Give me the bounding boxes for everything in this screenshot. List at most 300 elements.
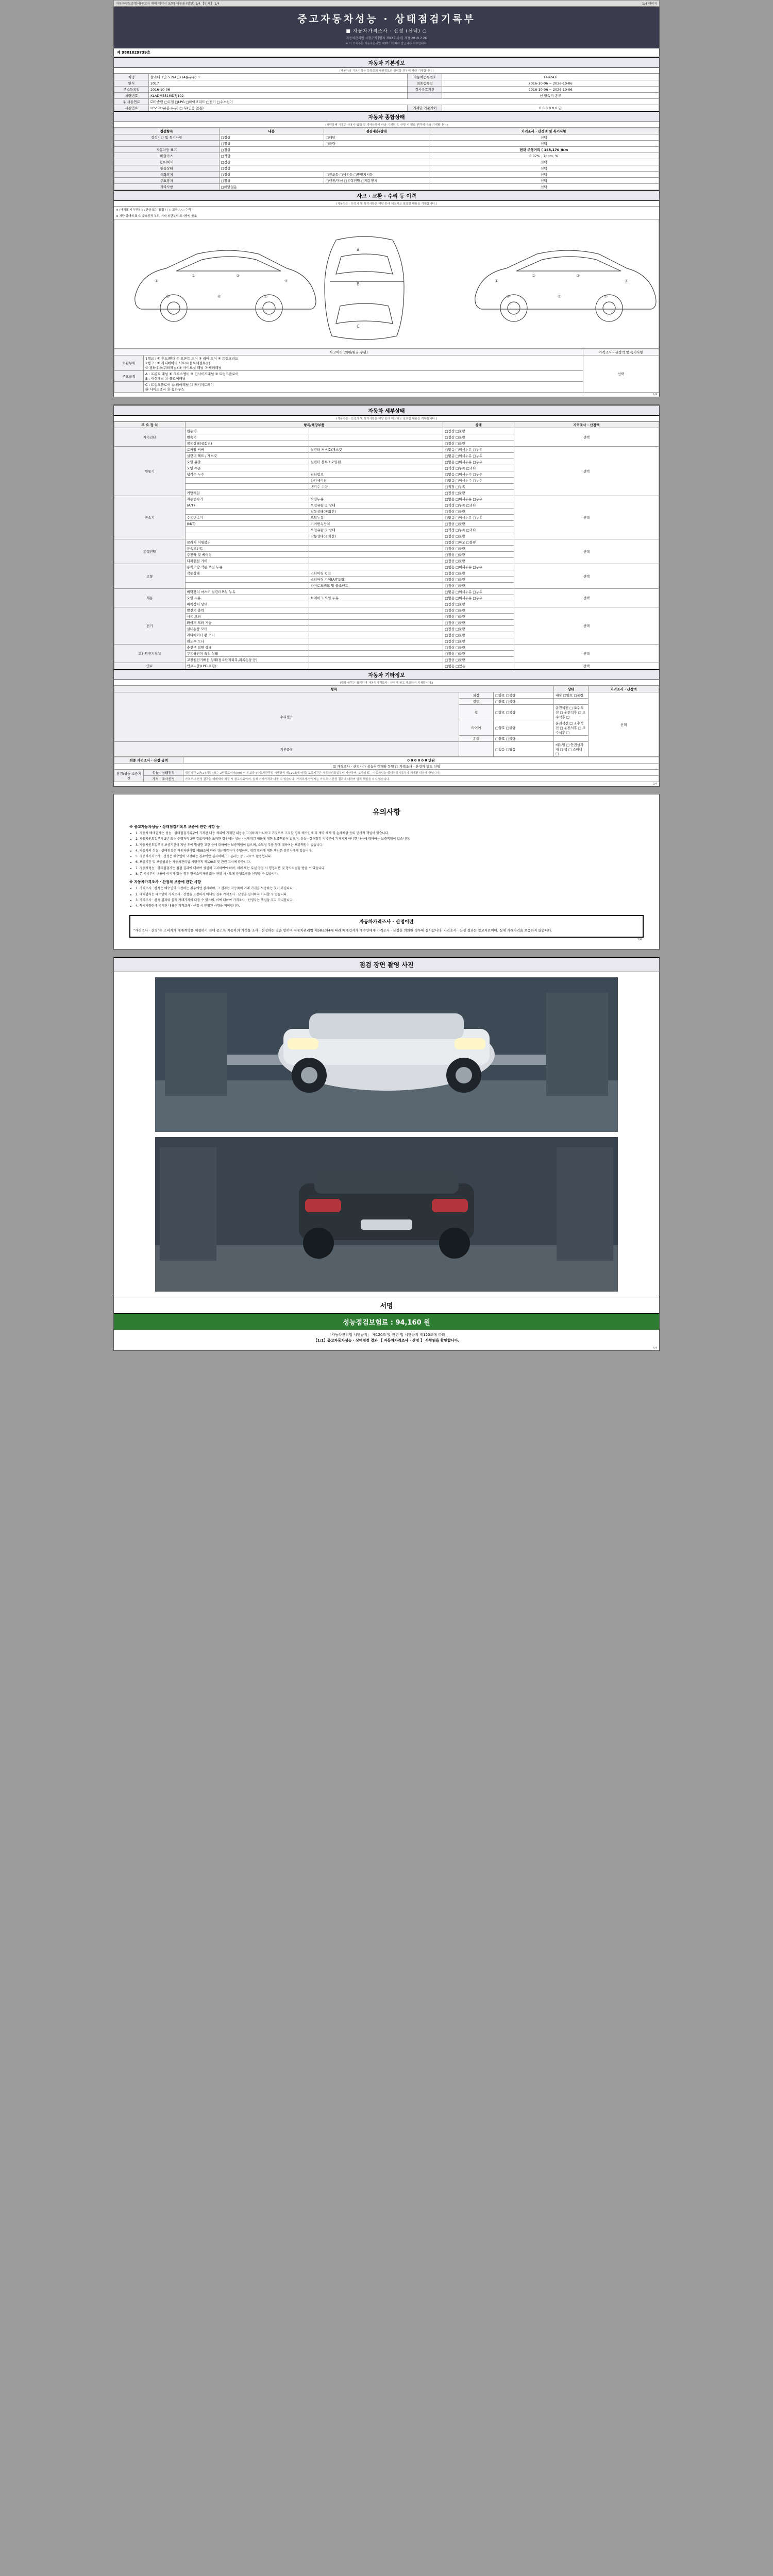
- others-right[interactable]: 내장 □양호 □불량: [554, 692, 589, 699]
- page-3: [113, 794, 660, 950]
- detail-item: 커먼레일: [185, 490, 309, 496]
- col-header-0: 항목: [114, 686, 554, 692]
- detail-item: [185, 577, 309, 583]
- basic-label: 주 사용연료: [114, 99, 149, 105]
- detail-item: 추진축 및 베어링: [185, 552, 309, 558]
- table-row: [114, 663, 659, 669]
- basic-label2: 자동차등록번호: [408, 74, 442, 80]
- document-header: [114, 7, 659, 48]
- legend-line: ③ 휠하우스(쿼터패널) ⑥ 사이드실 패널 ⑦ 필러패널: [145, 366, 222, 370]
- table-row: [114, 770, 659, 776]
- notice-item-secondary: • 1. 가격조사 · 산정은 매수인이 요청하는 경우에만 실시하며, 그 결과는 자동차의 거래 가격을 보증하는 것이 아닙니다.: [136, 886, 644, 891]
- detail-group-name: 연료: [114, 663, 186, 669]
- warranty-body-1: 점검기간 2년(24개월) 또는 2만킬로미터(km) 이내 보증 (자동차관리법 시행규칙 제120조에 따름) 보증기간은 자동차인도일부터 기산하며, 보증범위는 자동차성능·상태점검기록부에 기재된 내용에 한합니다.: [183, 770, 659, 776]
- detail-item: 윈도우 모터: [185, 638, 309, 645]
- overall-row-name: 등화장치: [114, 172, 220, 178]
- legend-items: [144, 371, 583, 382]
- detail-subitem: 오일누유: [309, 496, 443, 502]
- notice-item: • 7. 자동차성능 · 상태점검자는 점검 결과에 대하여 성실히 고지하여야 하며, 허위 또는 부실 점검 시 행정처분 및 형사처벌을 받을 수 있습니다.: [136, 866, 644, 871]
- overall-row-opt-a[interactable]: □정상: [219, 141, 324, 147]
- detail-item: [185, 527, 309, 533]
- detail-options[interactable]: □정상 □불량: [443, 546, 514, 552]
- detail-subitem: 작동상태(공회전): [309, 509, 443, 515]
- detail-item: [185, 509, 309, 515]
- svg-text:B: B: [357, 282, 360, 286]
- col-header-3: 가격조사 · 산정액 및 특기사항: [429, 128, 659, 134]
- svg-text:④: ④: [284, 279, 289, 283]
- basic-value: KLADM551MD7J102: [149, 93, 408, 99]
- detail-options[interactable]: □정상 □불량: [443, 614, 514, 620]
- inspection-fee-banner: 성능점검보험료 : 94,160 원: [114, 1314, 659, 1330]
- detail-item: 원동기: [185, 428, 309, 434]
- detail-subitem: [309, 632, 443, 638]
- detail-options[interactable]: □적정 □부족 □과다: [443, 502, 514, 509]
- detail-subitem: [309, 657, 443, 663]
- detail-item: 오일 누유: [185, 595, 309, 601]
- table-row: [114, 87, 659, 93]
- detail-subitem: 냉각수 수량: [309, 484, 443, 490]
- detail-item: 로커암 커버: [185, 447, 309, 453]
- svg-text:⑤: ⑤: [166, 294, 170, 299]
- declaration-body: "가격조사 · 산정"은 소비자가 매매계약을 체결하기 전에 중고차 자동차의 가격을 조사 · 산정하는 것을 말하며 자동차관리법 제58조의4에 따라 매매업자가 매수인에게 가격조사 · 산정을 의뢰한 경우에 실시합니다. 가격조사 · 산정 결과는 참고자료이며, 실제 거래가격을 보증하지 않습니다.: [133, 928, 552, 933]
- detail-subitem: 스티어링 기어(A/T포함): [309, 577, 443, 583]
- detail-subitem: 오일유량 및 상태: [309, 502, 443, 509]
- detail-subitem: 실린더 커버호/개스킷: [309, 447, 443, 453]
- others-item: 유리: [459, 736, 494, 742]
- detail-options[interactable]: □정상 □불량: [443, 626, 514, 632]
- basic-value: LPV ☑ 유(본 유무) □ 무(인증 없음): [149, 105, 408, 111]
- detail-options[interactable]: □정상 □불량: [443, 552, 514, 558]
- table-row: [114, 645, 659, 651]
- table-row: [114, 355, 659, 371]
- overall-row-name: 기타사항: [114, 184, 220, 190]
- others-item: 외장: [459, 692, 494, 699]
- detail-options[interactable]: □정상 □불량: [443, 645, 514, 651]
- legend-line: C : 트렁크플로어 ⑫ 리어패널 ⑬ 패키지트레이: [145, 383, 214, 387]
- warranty-body-2: 가격조사·산정 결과는 매매계약 체결 시 참고자료이며, 실제 거래가격과 다를 수 있습니다. 가격조사·산정자는 가격조사·산정 결과에 대하여 법적 책임을 지지 않습니다.: [183, 776, 659, 782]
- table-row: [114, 99, 659, 105]
- detail-options[interactable]: □없음 □미세누유 □누유: [443, 496, 514, 502]
- overall-row-detail[interactable]: □전조등 □제동등 □방향지시등: [324, 172, 429, 178]
- svg-text:⑥: ⑥: [217, 294, 222, 299]
- detail-options[interactable]: □적정 □부족: [443, 484, 514, 490]
- page-title: 중고자동차성능 · 상태점검기록부: [297, 13, 476, 25]
- others-options[interactable]: □양호 □불량: [494, 736, 554, 742]
- detail-options[interactable]: □정상 □불량: [443, 521, 514, 527]
- header-subtitle: ■ 자동차가격조사 · 산정 (선택) ○: [346, 29, 427, 34]
- overall-row-opts[interactable]: □적합: [219, 153, 429, 159]
- detail-options[interactable]: □없음 □미세누수 □누수: [443, 471, 514, 478]
- page-2-footer: 2/4: [652, 783, 657, 786]
- section-overall-subtitle: (차량상태 기록은 사용자 입력 및 계약사항에 따라 기재되며, 산정 시 별도 선택에 따라 기재됩니다.): [114, 122, 659, 128]
- table-row: [114, 80, 659, 87]
- detail-group-note: 선택: [514, 589, 659, 607]
- detail-options[interactable]: □정상 □불량: [443, 440, 514, 447]
- header-legal-line: 자동차관리법 시행규칙 [별지 제82호서식] 개정 2019.2.26: [346, 37, 427, 40]
- detail-item: 발전기 출력: [185, 607, 309, 614]
- overall-row-opts[interactable]: □해당없음: [219, 184, 429, 190]
- page-2: [113, 404, 660, 787]
- detail-item: 라디에이터 팬 모터: [185, 632, 309, 638]
- others-right[interactable]: [554, 736, 589, 742]
- overall-row-note: 선택: [429, 172, 659, 178]
- detail-group-name: 제동: [114, 589, 186, 607]
- detail-subitem: 워터펌프: [309, 471, 443, 478]
- top-status-left: 자동차양도증명서(중고차 매매 계약서 포함) 제공용 (앞면) 1/4 【인쇄】 1/4: [116, 2, 220, 6]
- table-header-row: [114, 128, 659, 134]
- detail-options[interactable]: □정상 □불량: [443, 434, 514, 440]
- detail-options[interactable]: □정상 □불량: [443, 601, 514, 607]
- page-4: [113, 957, 660, 1351]
- detail-options[interactable]: □없음 □미세누유 □누유: [443, 515, 514, 521]
- table-row: [114, 147, 659, 153]
- detail-group-name: 동력전달: [114, 539, 186, 564]
- detail-subitem: [309, 428, 443, 434]
- detail-subitem: [309, 601, 443, 607]
- basic-value: ☑가솔린 □디젤 □LPG □하이브리드 □전기 □수소전기: [149, 99, 659, 105]
- detail-item: 오일 유출: [185, 459, 309, 465]
- table-row: [114, 589, 659, 595]
- col-header-1: 상태: [554, 686, 589, 692]
- others-options[interactable]: □없음 □있음: [494, 742, 554, 757]
- notice-title: 유의사항: [372, 808, 401, 817]
- overall-row-note: 선택: [429, 165, 659, 172]
- others-item: [459, 742, 494, 757]
- notice-item-secondary: • 4. 특기사항란에 기재된 내용은 가격조사 · 산정 시 반영된 사항을 의미합니다.: [136, 904, 644, 908]
- detail-subitem: 타이로드엔드 및 볼조인트: [309, 583, 443, 589]
- overall-row-detail: 0.07% , 7ppm, %: [429, 153, 659, 159]
- detail-item: 실린더 헤드 / 개스킷: [185, 453, 309, 459]
- detail-subitem: 스티어링 펌프: [309, 570, 443, 577]
- detail-subitem: 브레이크 오일 누유: [309, 595, 443, 601]
- svg-text:C: C: [357, 324, 360, 329]
- detail-subitem: 오일유량 및 상태: [309, 527, 443, 533]
- basic-value2: 2016-10-06 ~ 2026-10-06: [442, 80, 659, 87]
- detail-item: 자동변속기: [185, 496, 309, 502]
- detail-item: [185, 478, 309, 484]
- svg-text:①: ①: [495, 279, 499, 283]
- detail-options[interactable]: □정상 □불량: [443, 570, 514, 577]
- table-row: [114, 349, 659, 355]
- col-header-3: 가격조사 · 산정액: [514, 422, 659, 428]
- others-note: 선택: [589, 692, 659, 757]
- detail-options[interactable]: □적정 □부족 □과다: [443, 465, 514, 471]
- overall-row-opts[interactable]: □정상: [219, 159, 429, 165]
- legend-label: 주요골격: [114, 371, 144, 382]
- overall-row-opt-a[interactable]: □정상: [219, 178, 324, 184]
- detail-subitem: [309, 651, 443, 657]
- col-header-1: 항목/해당부품: [185, 422, 443, 428]
- detail-item: 구동축전지 격리 상태: [185, 651, 309, 657]
- detail-options[interactable]: □없음 □미세누유 □누유: [443, 564, 514, 570]
- basic-value2: 0 0 0 0 0 0 단: [442, 105, 659, 111]
- svg-text:③: ③: [236, 274, 240, 278]
- legend-items: [144, 355, 583, 371]
- overall-row-note: 선택: [429, 184, 659, 190]
- detail-subitem: [309, 620, 443, 626]
- photo-footer-line-2: 【1/1】중고자동차성능 · 상태점검 결과 【 자동차가격조사 · 산정 】 사항임을 확인합니다.: [313, 1338, 460, 1343]
- detail-subitem: [309, 558, 443, 564]
- svg-text:②: ②: [192, 274, 196, 278]
- detail-options[interactable]: □정상 □불량: [443, 490, 514, 496]
- detail-state-table: [114, 421, 659, 669]
- detail-subitem: 오일누유: [309, 515, 443, 521]
- col-header-2: 점검내용/상태: [324, 128, 429, 134]
- section-basic-title: 자동차 기본정보: [114, 57, 659, 68]
- top-status-bar: [113, 0, 660, 7]
- warranty-sub-label-1: 성능 · 상태점검: [144, 770, 183, 776]
- others-right[interactable]: [554, 699, 589, 705]
- col-header-1: 내용: [219, 128, 324, 134]
- notice-item: • 1. 자동차 매매업자는 성능 · 상태점검기록부에 기재된 내용 제외에 기재한 내용을 고지하지 아니하고 거짓으로 고지할 경우 매수인에 의 계약 해제 및 손해배상 등의 민사적 책임이 있습니다.: [136, 831, 644, 836]
- svg-text:①: ①: [155, 279, 159, 283]
- table-row: [114, 184, 659, 190]
- detail-group-name: 변속기: [114, 496, 186, 539]
- overall-row-name: 배출가스: [114, 153, 220, 159]
- overall-row-note: 선택: [429, 178, 659, 184]
- overall-row-name: 검정기간 및 특기사항: [114, 134, 220, 141]
- detail-subitem: [309, 434, 443, 440]
- svg-text:⑦: ⑦: [604, 294, 608, 299]
- others-options[interactable]: □양호 □불량: [494, 720, 554, 736]
- section-basic-subtitle: (자동차의 기본기록은 등록증의 제원정보와 상이할 경우에 따라 기재합니다.): [114, 68, 659, 74]
- detail-item: 디퍼렌셜 기어: [185, 558, 309, 564]
- col-header-0: 점검항목: [114, 128, 220, 134]
- page-1-footer: 1/4: [652, 393, 657, 396]
- detail-subitem: [309, 638, 443, 645]
- section-others-title: 자동차 기타정보: [114, 669, 659, 680]
- photo-graphic-front: [155, 977, 618, 1132]
- basic-label2: [408, 93, 442, 99]
- detail-group-note: 선택: [514, 428, 659, 447]
- detail-item: 배력장치 상태: [185, 601, 309, 607]
- table-header-row: [114, 422, 659, 428]
- table-row: [114, 382, 659, 393]
- section-accident-subtitle: (자동차는 · 산정자 및 특기사항은 해당 칸에 체크하고 필요한 내용을 기재합니다.): [114, 201, 659, 207]
- overall-row-opts[interactable]: □정상: [219, 165, 429, 172]
- detail-table-body: [114, 428, 659, 669]
- others-options[interactable]: □양호 □불량: [494, 705, 554, 720]
- detail-item: 오일 수준: [185, 465, 309, 471]
- table-row: [114, 178, 659, 184]
- table-row: [114, 371, 659, 382]
- detail-item: [185, 484, 309, 490]
- detail-options[interactable]: □없음 □미세누수 □누수: [443, 478, 514, 484]
- col-header-0: 주 요 장 치: [114, 422, 186, 428]
- detail-subitem: [309, 539, 443, 546]
- detail-item: 충전구 절연 상태: [185, 645, 309, 651]
- detail-options[interactable]: □없음 □미세누유 □누유: [443, 595, 514, 601]
- detail-options[interactable]: □정상 □불량: [443, 651, 514, 657]
- overall-row-opt-a[interactable]: □정상: [219, 172, 324, 178]
- table-row: [114, 496, 659, 502]
- svg-text:⑤: ⑤: [506, 294, 510, 299]
- overall-row-name: 휠/타이어: [114, 159, 220, 165]
- final-price-table: [114, 757, 659, 782]
- notice-list-secondary: [129, 886, 644, 908]
- overall-row-name: 자동차등 표기: [114, 147, 220, 153]
- overall-row-note: 선택: [429, 134, 659, 141]
- legend-line: A : 프론트 패널 ⑧ 크로스멤버 ⑨ 인사이드패널 ⑩ 트렁크플로어: [145, 372, 239, 376]
- table-row: [114, 757, 659, 764]
- price-checkbox-row[interactable]: ☑ 가격조사 · 산정자가 성능점검자와 동일 □ 가격조사 · 산정자 별도 선임: [114, 764, 659, 770]
- svg-text:④: ④: [625, 279, 629, 283]
- table-row: [114, 153, 659, 159]
- final-price-amount: 0 0 0 0 0 0 만원: [183, 757, 659, 764]
- section-overall-title: 자동차 종합상태: [114, 111, 659, 122]
- table-row: [114, 105, 659, 111]
- col-header-2: 상태: [443, 422, 514, 428]
- others-item: 타이어: [459, 720, 494, 736]
- table-row: [114, 692, 659, 699]
- others-options[interactable]: □양호 □불량: [494, 692, 554, 699]
- page-4-footer: 4/4: [652, 1346, 657, 1350]
- document-number: 제 9801029739호: [114, 48, 659, 57]
- basic-value: 쏠라티 1인 5.2(4인) (4륜구동) ☞: [149, 74, 408, 80]
- svg-text:A: A: [357, 248, 360, 252]
- overall-row-opts[interactable]: [219, 147, 429, 153]
- page-3-footer: 3/4: [637, 938, 642, 941]
- legend-label: [114, 382, 144, 393]
- detail-options[interactable]: □정상 □불량: [443, 577, 514, 583]
- detail-options[interactable]: □없음 □미세누유 □누유: [443, 459, 514, 465]
- detail-item: 클러치 어셈블리: [185, 539, 309, 546]
- overall-row-opt-b[interactable]: □해당: [324, 134, 429, 141]
- svg-text:⑥: ⑥: [558, 294, 562, 299]
- overall-row-name: 핸들상태: [114, 165, 220, 172]
- detail-item: 작동상태: [185, 570, 309, 577]
- photo-graphic-rear: [155, 1137, 618, 1292]
- detail-options[interactable]: □정상 □불량: [443, 428, 514, 434]
- overall-row-opt-a[interactable]: □정상: [219, 134, 324, 141]
- detail-options[interactable]: □없음 □미세누유 □누유: [443, 589, 514, 595]
- section-detail-subtitle: (자동차는 · 산정자 및 특기사항은 해당 칸에 체크하고 필요한 내용을 기재합니다.): [114, 416, 659, 421]
- overall-row-detail: 현재 주행거리 ( 145,170 )Km: [429, 147, 659, 153]
- table-row: [114, 607, 659, 614]
- detail-subitem: [309, 552, 443, 558]
- detail-group-note: 선택: [514, 539, 659, 564]
- others-item: 휠: [459, 705, 494, 720]
- legend-label: 외판부위: [114, 355, 144, 371]
- detail-item: (A/T): [185, 502, 309, 509]
- detail-group-note: 선택: [514, 564, 659, 589]
- top-status-right: 1/4 페이지: [642, 2, 657, 6]
- table-header-row: [114, 686, 659, 692]
- basic-value: 2017: [149, 80, 408, 87]
- detail-options[interactable]: □없음 □미세누유 □누유: [443, 447, 514, 453]
- table-row: [114, 742, 659, 757]
- detail-subitem: [309, 626, 443, 632]
- others-table-body: [114, 692, 659, 757]
- detail-options[interactable]: □정상 □불량: [443, 583, 514, 589]
- detail-options[interactable]: □정상 □불량: [443, 558, 514, 564]
- basic-value: 2016-10-06: [149, 87, 408, 93]
- detail-item: 작동상태(공회전): [185, 440, 309, 447]
- detail-options[interactable]: □정상 □불량: [443, 509, 514, 515]
- detail-options[interactable]: □정상 □불량: [443, 657, 514, 663]
- final-price-title: 최종 가격조사 · 산정 금액: [114, 757, 183, 764]
- detail-group-name: 조향: [114, 564, 186, 589]
- notice-item: • 5. 자동차가격조사 · 산정은 매수인이 요청하는 경우에만 실시하며, 그 결과는 참고자료로 활용됩니다.: [136, 854, 644, 859]
- detail-options[interactable]: □정상 □불량: [443, 620, 514, 626]
- vehicle-damage-diagram[interactable]: [114, 219, 659, 349]
- detail-subitem: [309, 607, 443, 614]
- overall-row-opt-b[interactable]: □불량: [324, 141, 429, 147]
- detail-options[interactable]: □정상 □마모 □불량: [443, 539, 514, 546]
- others-options[interactable]: □양호 □불량: [494, 699, 554, 705]
- basic-label2: 검사유효기간: [408, 87, 442, 93]
- detail-subitem: [309, 614, 443, 620]
- table-row: [114, 539, 659, 546]
- table-row: [114, 428, 659, 434]
- detail-options[interactable]: □정상 □불량: [443, 533, 514, 539]
- table-row: [114, 447, 659, 453]
- detail-item: 시동 모터: [185, 614, 309, 620]
- detail-options[interactable]: □정상 □불량: [443, 638, 514, 645]
- detail-item: 수동변속기: [185, 515, 309, 521]
- others-right[interactable]: 운전석전 □ 조수석전 □ 운전석후 □ 조수석후 □: [554, 705, 589, 720]
- detail-subitem: 라디에이터: [309, 478, 443, 484]
- detail-group-note: 선택: [514, 607, 659, 645]
- notice-list: [129, 831, 644, 876]
- others-right[interactable]: 운전석전 □ 조수석전 □ 운전석후 □ 조수석후 □: [554, 720, 589, 736]
- basic-label2: 기재단 기준기어: [408, 105, 442, 111]
- detail-group-note: 선택: [514, 447, 659, 496]
- overall-row-name: 주요장치: [114, 178, 220, 184]
- accident-legend-table: [114, 349, 659, 393]
- table-row: [114, 134, 659, 141]
- overall-row-detail[interactable]: □엔진/미션 □동력전달 □제동장치: [324, 178, 429, 184]
- detail-options[interactable]: □정상 □불량: [443, 632, 514, 638]
- detail-options[interactable]: □없음 □미세누유 □누유: [443, 453, 514, 459]
- detail-subitem: 작동상태(공회전): [309, 533, 443, 539]
- header-note-line: ※ 이 기록부는 자동차관리법 제58조에 따라 발급되는 서류입니다.: [345, 42, 428, 45]
- warranty-label: 점검/성능 보증기간: [114, 770, 144, 782]
- section-others-subtitle: (해당 항목은 표기하며 자동차가격조사 · 산정액 참고 체크하여 기재합니다.): [114, 680, 659, 686]
- table-row: [114, 159, 659, 165]
- others-table: [114, 686, 659, 757]
- declaration-box: [129, 915, 644, 938]
- declaration-title: 자동차가격조사 · 산정이란: [359, 919, 414, 925]
- others-right[interactable]: 매뉴얼 □ 안전삼각대 □ 잭 □ 스패너 □: [554, 742, 589, 757]
- notice-sub-1: ※ 중고자동차성능 · 상태점검기록부 보증에 관한 사항 등: [129, 825, 220, 829]
- detail-group-name: 자기진단: [114, 428, 186, 447]
- overall-opt[interactable]: □정상: [221, 148, 231, 152]
- svg-text:⑦: ⑦: [264, 294, 268, 299]
- detail-options[interactable]: □적정 □부족 □과다: [443, 527, 514, 533]
- detail-options[interactable]: □정상 □불량: [443, 607, 514, 614]
- detail-subitem: [309, 663, 443, 669]
- basic-label: 차량번호: [114, 93, 149, 99]
- table-row: [114, 776, 659, 782]
- detail-subitem: [309, 589, 443, 595]
- legend-line: 1랭크 : ① 후드/휀더 ② 프론트 도어 ③ 리어 도어 ④ 트렁크리드: [145, 357, 239, 361]
- others-group-label: 기본품목: [114, 742, 459, 757]
- detail-subitem: 실린더 블록 / 오일팬: [309, 459, 443, 465]
- legend-line: ⑭ 사이드멤버 ⑮ 휠하우스: [145, 387, 184, 392]
- notice-item: • 8. 본 기록부의 내용에 이의가 있는 경우 한국소비자원 또는 관할 시 · 도에 분쟁조정을 신청할 수 있습니다.: [136, 872, 644, 876]
- table-row: [114, 564, 659, 570]
- detail-item: 배력장치 마스터 실린더오일 누유: [185, 589, 309, 595]
- table-row: [114, 93, 659, 99]
- detail-options[interactable]: □없음 □있음: [443, 663, 514, 669]
- basic-label: 차명: [114, 74, 149, 80]
- overall-state-table: [114, 128, 659, 190]
- section-accident-title: 사고 · 교환 · 수리 등 이력: [114, 190, 659, 201]
- legend-line: 2랭크 : ⑤ 라디에이터 서포트(볼트체결부품): [145, 361, 210, 365]
- others-group-label: 수리필요: [114, 692, 459, 742]
- detail-item: 연료누출(LPG 포함): [185, 663, 309, 669]
